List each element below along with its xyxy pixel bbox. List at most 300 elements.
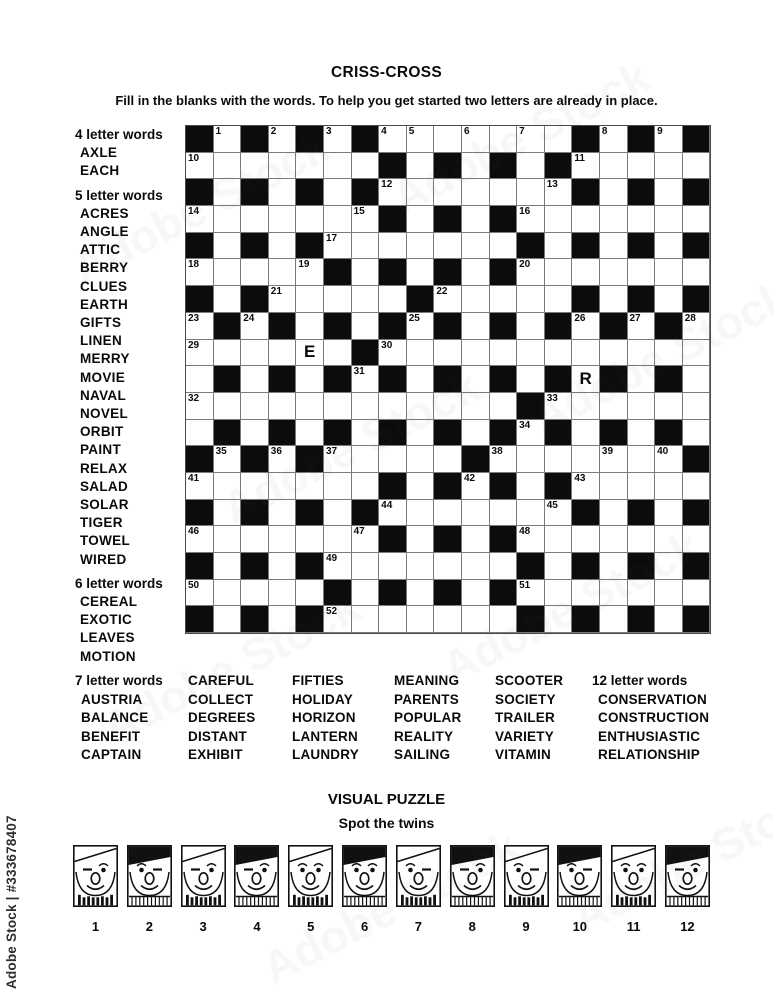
grid-cell[interactable]: [296, 206, 324, 233]
clown-face-12[interactable]: [665, 845, 710, 934]
grid-cell[interactable]: [462, 473, 490, 500]
grid-cell[interactable]: [490, 553, 518, 580]
grid-cell[interactable]: [572, 366, 600, 393]
grid-cell[interactable]: [462, 286, 490, 313]
grid-cell[interactable]: [352, 473, 380, 500]
grid-cell[interactable]: [434, 446, 462, 473]
grid-cell[interactable]: [434, 179, 462, 206]
grid-cell[interactable]: [269, 179, 297, 206]
grid-cell[interactable]: [600, 580, 628, 607]
grid-cell[interactable]: [462, 179, 490, 206]
grid-cell[interactable]: [655, 580, 683, 607]
grid-cell[interactable]: [296, 153, 324, 180]
grid-cell[interactable]: [407, 366, 435, 393]
grid-cell[interactable]: [545, 553, 573, 580]
grid-cell[interactable]: [600, 206, 628, 233]
clown-face-4[interactable]: [234, 845, 279, 934]
grid-cell[interactable]: [683, 259, 711, 286]
grid-cell[interactable]: [655, 606, 683, 633]
grid-cell[interactable]: [407, 500, 435, 527]
grid-cell[interactable]: [490, 446, 518, 473]
grid-cell[interactable]: [186, 153, 214, 180]
grid-cell[interactable]: [572, 313, 600, 340]
grid-cell[interactable]: [572, 473, 600, 500]
grid-cell[interactable]: [655, 340, 683, 367]
word-list-item: NOVEL: [80, 406, 129, 422]
grid-cell[interactable]: [517, 153, 545, 180]
grid-cell[interactable]: [490, 126, 518, 153]
grid-cell[interactable]: [407, 580, 435, 607]
grid-cell[interactable]: [352, 420, 380, 447]
grid-cell[interactable]: [269, 446, 297, 473]
grid-cell[interactable]: [628, 393, 656, 420]
face-number: 11: [626, 919, 641, 934]
grid-cell[interactable]: [296, 259, 324, 286]
grid-cell[interactable]: [600, 553, 628, 580]
grid-cell[interactable]: [600, 526, 628, 553]
grid-cell[interactable]: [545, 233, 573, 260]
grid-cell[interactable]: [655, 393, 683, 420]
word-list-item: COLLECT: [188, 691, 254, 707]
grid-cell[interactable]: [462, 259, 490, 286]
grid-cell[interactable]: [186, 340, 214, 367]
grid-cell[interactable]: [572, 206, 600, 233]
grid-cell[interactable]: [600, 179, 628, 206]
grid-cell[interactable]: [462, 606, 490, 633]
grid-cell[interactable]: [407, 259, 435, 286]
grid-cell[interactable]: [186, 206, 214, 233]
grid-cell[interactable]: [462, 500, 490, 527]
grid-cell[interactable]: [545, 179, 573, 206]
grid-cell-black: [296, 446, 324, 473]
grid-cell[interactable]: [269, 286, 297, 313]
grid-cell[interactable]: [214, 153, 242, 180]
grid-cell[interactable]: [407, 420, 435, 447]
grid-cell-black: [434, 420, 462, 447]
grid-cell[interactable]: [490, 233, 518, 260]
grid-cell[interactable]: [655, 500, 683, 527]
grid-cell[interactable]: [545, 206, 573, 233]
grid-cell[interactable]: [655, 259, 683, 286]
grid-cell[interactable]: [324, 473, 352, 500]
grid-cell-black: [462, 446, 490, 473]
word-list-item: CAREFUL: [188, 673, 254, 688]
grid-cell[interactable]: [407, 553, 435, 580]
grid-cell[interactable]: [517, 206, 545, 233]
grid-cell[interactable]: [214, 526, 242, 553]
grid-cell[interactable]: [269, 526, 297, 553]
grid-cell[interactable]: [683, 580, 711, 607]
grid-cell[interactable]: [214, 553, 242, 580]
grid-cell[interactable]: [572, 526, 600, 553]
grid-cell[interactable]: [241, 259, 269, 286]
grid-cell[interactable]: [186, 259, 214, 286]
grid-cell[interactable]: [379, 233, 407, 260]
grid-cell[interactable]: [214, 259, 242, 286]
cell-number: 31: [353, 366, 365, 378]
clown-face-2[interactable]: [127, 845, 172, 934]
grid-cell[interactable]: [655, 473, 683, 500]
grid-cell[interactable]: [269, 393, 297, 420]
grid-cell[interactable]: [407, 126, 435, 153]
grid-cell[interactable]: [407, 526, 435, 553]
grid-cell[interactable]: [407, 233, 435, 260]
grid-cell[interactable]: [214, 340, 242, 367]
grid-cell[interactable]: [352, 606, 380, 633]
grid-cell[interactable]: [628, 420, 656, 447]
clown-face-3[interactable]: [181, 845, 226, 934]
grid-cell[interactable]: [545, 340, 573, 367]
grid-cell[interactable]: [269, 553, 297, 580]
grid-cell[interactable]: [655, 206, 683, 233]
grid-cell[interactable]: [296, 313, 324, 340]
grid-cell[interactable]: [628, 446, 656, 473]
grid-cell[interactable]: [324, 286, 352, 313]
grid-cell[interactable]: [462, 340, 490, 367]
grid-cell[interactable]: [352, 366, 380, 393]
grid-cell[interactable]: [407, 179, 435, 206]
grid-cell[interactable]: [352, 206, 380, 233]
clown-face-9[interactable]: [504, 845, 549, 934]
grid-cell[interactable]: [214, 179, 242, 206]
grid-cell[interactable]: [600, 500, 628, 527]
grid-cell[interactable]: [296, 420, 324, 447]
grid-cell[interactable]: [600, 126, 628, 153]
grid-cell[interactable]: [628, 526, 656, 553]
grid-cell[interactable]: [683, 393, 711, 420]
grid-cell[interactable]: [379, 286, 407, 313]
clown-face-11[interactable]: [611, 845, 656, 934]
grid-cell[interactable]: [462, 153, 490, 180]
grid-cell[interactable]: [407, 313, 435, 340]
grid-cell[interactable]: [214, 206, 242, 233]
grid-cell[interactable]: [600, 233, 628, 260]
grid-cell[interactable]: [407, 446, 435, 473]
grid-cell[interactable]: [600, 259, 628, 286]
grid-cell[interactable]: [462, 526, 490, 553]
grid-cell[interactable]: [655, 446, 683, 473]
grid-cell[interactable]: [462, 126, 490, 153]
grid-cell-black: [517, 553, 545, 580]
grid-cell[interactable]: [628, 259, 656, 286]
word-list-item: BERRY: [80, 260, 129, 276]
grid-cell[interactable]: [434, 340, 462, 367]
grid-cell[interactable]: [269, 473, 297, 500]
grid-cell[interactable]: [241, 313, 269, 340]
grid-cell[interactable]: [214, 606, 242, 633]
grid-cell[interactable]: [324, 500, 352, 527]
grid-cell[interactable]: [186, 526, 214, 553]
grid-cell[interactable]: [434, 500, 462, 527]
grid-cell-black: [324, 259, 352, 286]
grid-cell[interactable]: [241, 473, 269, 500]
grid-cell[interactable]: [379, 553, 407, 580]
grid-cell[interactable]: [324, 340, 352, 367]
grid-cell[interactable]: [269, 259, 297, 286]
grid-cell[interactable]: [186, 420, 214, 447]
grid-cell[interactable]: [655, 179, 683, 206]
grid-cell[interactable]: [352, 313, 380, 340]
grid-cell[interactable]: [186, 366, 214, 393]
grid-cell[interactable]: [269, 206, 297, 233]
grid-cell[interactable]: [324, 526, 352, 553]
grid-cell[interactable]: [241, 153, 269, 180]
grid-cell[interactable]: [379, 126, 407, 153]
grid-cell[interactable]: [241, 340, 269, 367]
grid-cell[interactable]: [324, 553, 352, 580]
grid-cell[interactable]: [407, 473, 435, 500]
grid-cell[interactable]: [490, 500, 518, 527]
grid-cell[interactable]: [269, 500, 297, 527]
grid-cell[interactable]: [241, 420, 269, 447]
grid-cell[interactable]: [517, 179, 545, 206]
grid-cell[interactable]: [545, 606, 573, 633]
grid-cell[interactable]: [379, 179, 407, 206]
grid-cell[interactable]: [572, 340, 600, 367]
grid-cell[interactable]: [324, 206, 352, 233]
grid-cell[interactable]: [379, 606, 407, 633]
grid-cell[interactable]: [517, 526, 545, 553]
cell-number: 46: [188, 526, 200, 538]
word-list-item: ANGLE: [80, 224, 129, 240]
grid-cell[interactable]: [379, 393, 407, 420]
grid-cell-black: [683, 126, 711, 153]
grid-cell[interactable]: [517, 313, 545, 340]
grid-cell[interactable]: [545, 526, 573, 553]
grid-cell[interactable]: [572, 580, 600, 607]
grid-cell[interactable]: [296, 473, 324, 500]
grid-cell[interactable]: [379, 500, 407, 527]
grid-cell[interactable]: [269, 580, 297, 607]
grid-cell[interactable]: [600, 606, 628, 633]
grid-cell[interactable]: [628, 366, 656, 393]
grid-cell[interactable]: [214, 500, 242, 527]
grid-cell[interactable]: [186, 580, 214, 607]
grid-cell[interactable]: [407, 153, 435, 180]
grid-cell[interactable]: [545, 259, 573, 286]
grid-cell[interactable]: [545, 126, 573, 153]
word-list-item: NAVAL: [80, 387, 126, 403]
grid-cell[interactable]: [352, 153, 380, 180]
grid-cell[interactable]: [434, 126, 462, 153]
grid-cell[interactable]: [517, 580, 545, 607]
grid-cell[interactable]: [517, 259, 545, 286]
grid-cell[interactable]: [214, 393, 242, 420]
word-list-item: CONSTRUCTION: [598, 710, 710, 726]
grid-cell[interactable]: [545, 286, 573, 313]
grid-cell-black: [324, 420, 352, 447]
cell-number: 40: [657, 446, 669, 458]
grid-cell[interactable]: [628, 206, 656, 233]
grid-cell[interactable]: [462, 393, 490, 420]
grid-cell[interactable]: [434, 606, 462, 633]
grid-cell[interactable]: [324, 606, 352, 633]
grid-cell[interactable]: [517, 286, 545, 313]
grid-cell[interactable]: [352, 526, 380, 553]
grid-cell[interactable]: [517, 340, 545, 367]
grid-cell[interactable]: [352, 553, 380, 580]
grid-cell[interactable]: [296, 286, 324, 313]
bottom-word-column: [286, 672, 396, 765]
grid-cell[interactable]: [214, 446, 242, 473]
grid-cell[interactable]: [572, 153, 600, 180]
grid-cell[interactable]: [683, 206, 711, 233]
grid-cell[interactable]: [324, 233, 352, 260]
grid-cell[interactable]: [600, 393, 628, 420]
clown-face-1[interactable]: [73, 845, 118, 934]
grid-cell[interactable]: [572, 393, 600, 420]
grid-cell[interactable]: [628, 340, 656, 367]
grid-cell[interactable]: [296, 366, 324, 393]
grid-cell[interactable]: [462, 420, 490, 447]
grid-cell[interactable]: [434, 233, 462, 260]
grid-cell[interactable]: [655, 526, 683, 553]
grid-cell[interactable]: [241, 206, 269, 233]
grid-cell[interactable]: [462, 233, 490, 260]
word-list-item: POPULAR: [394, 710, 462, 726]
grid-cell-black: [572, 233, 600, 260]
grid-cell[interactable]: [324, 153, 352, 180]
grid-cell[interactable]: [352, 286, 380, 313]
grid-cell[interactable]: [600, 340, 628, 367]
word-list-item: SOCIETY: [495, 691, 556, 707]
grid-cell[interactable]: [241, 580, 269, 607]
grid-cell[interactable]: [545, 393, 573, 420]
grid-cell[interactable]: [683, 473, 711, 500]
grid-cell[interactable]: [545, 580, 573, 607]
grid-cell[interactable]: [269, 340, 297, 367]
grid-cell[interactable]: [269, 126, 297, 153]
grid-cell[interactable]: [600, 286, 628, 313]
grid-cell[interactable]: [214, 580, 242, 607]
grid-cell[interactable]: [186, 313, 214, 340]
grid-cell[interactable]: [241, 366, 269, 393]
grid-cell[interactable]: [269, 153, 297, 180]
grid-cell[interactable]: [683, 366, 711, 393]
grid-cell[interactable]: [352, 446, 380, 473]
grid-cell[interactable]: [628, 580, 656, 607]
clown-face-7[interactable]: [396, 845, 441, 934]
grid-cell[interactable]: [683, 153, 711, 180]
grid-cell[interactable]: [628, 153, 656, 180]
grid-cell[interactable]: [296, 580, 324, 607]
grid-cell-black: [490, 313, 518, 340]
grid-cell[interactable]: [296, 340, 324, 367]
grid-cell[interactable]: [517, 366, 545, 393]
grid-cell[interactable]: [269, 233, 297, 260]
grid-cell[interactable]: [655, 153, 683, 180]
grid-cell[interactable]: [379, 446, 407, 473]
grid-cell[interactable]: [269, 606, 297, 633]
cell-number: 20: [519, 259, 531, 271]
grid-cell[interactable]: [600, 446, 628, 473]
grid-cell[interactable]: [407, 393, 435, 420]
grid-cell[interactable]: [490, 179, 518, 206]
clown-face-8[interactable]: [450, 845, 495, 934]
grid-cell[interactable]: [683, 340, 711, 367]
word-list-header: 5 letter words: [75, 187, 163, 203]
grid-cell-black: [683, 286, 711, 313]
grid-cell[interactable]: [517, 420, 545, 447]
grid-cell[interactable]: [517, 473, 545, 500]
grid-cell[interactable]: [352, 580, 380, 607]
grid-cell[interactable]: [572, 259, 600, 286]
grid-cell[interactable]: [214, 286, 242, 313]
word-list-item: SCOOTER: [495, 673, 564, 688]
grid-cell[interactable]: [462, 553, 490, 580]
grid-cell[interactable]: [683, 313, 711, 340]
grid-cell[interactable]: [241, 393, 269, 420]
grid-cell[interactable]: [352, 233, 380, 260]
grid-cell[interactable]: [628, 313, 656, 340]
grid-cell[interactable]: [545, 500, 573, 527]
grid-cell[interactable]: [490, 606, 518, 633]
grid-cell[interactable]: [324, 179, 352, 206]
grid-cell[interactable]: [352, 393, 380, 420]
grid-cell[interactable]: [655, 553, 683, 580]
grid-cell[interactable]: [186, 473, 214, 500]
grid-cell[interactable]: [600, 473, 628, 500]
grid-cell[interactable]: [324, 446, 352, 473]
grid-cell[interactable]: [214, 233, 242, 260]
grid-cell-black: [683, 179, 711, 206]
grid-cell[interactable]: [324, 393, 352, 420]
grid-cell[interactable]: [379, 340, 407, 367]
cell-number: 1: [215, 126, 222, 137]
word-list-item: AXLE: [80, 145, 118, 161]
clown-face-5[interactable]: [288, 845, 333, 934]
grid-cell[interactable]: [462, 580, 490, 607]
grid-cell[interactable]: [434, 286, 462, 313]
grid-cell[interactable]: [490, 286, 518, 313]
grid-cell[interactable]: [517, 126, 545, 153]
grid-cell[interactable]: [434, 393, 462, 420]
grid-cell[interactable]: [490, 340, 518, 367]
clown-face-6[interactable]: [342, 845, 387, 934]
grid-cell[interactable]: [572, 446, 600, 473]
grid-cell[interactable]: [324, 126, 352, 153]
grid-cell[interactable]: [655, 286, 683, 313]
grid-cell[interactable]: [683, 526, 711, 553]
clown-face-10[interactable]: [557, 845, 602, 934]
grid-cell[interactable]: [572, 420, 600, 447]
grid-cell[interactable]: [407, 606, 435, 633]
grid-cell[interactable]: [655, 233, 683, 260]
grid-cell[interactable]: [296, 526, 324, 553]
grid-cell[interactable]: [490, 393, 518, 420]
grid-cell[interactable]: [683, 420, 711, 447]
grid-cell[interactable]: [517, 446, 545, 473]
grid-cell[interactable]: [214, 126, 242, 153]
grid-cell[interactable]: [296, 393, 324, 420]
grid-cell[interactable]: [462, 206, 490, 233]
grid-cell[interactable]: [186, 393, 214, 420]
grid-cell[interactable]: [214, 473, 242, 500]
word-list-item: MOVIE: [80, 369, 126, 385]
grid-cell[interactable]: [462, 366, 490, 393]
grid-cell[interactable]: [545, 446, 573, 473]
grid-cell[interactable]: [655, 126, 683, 153]
grid-cell[interactable]: [517, 500, 545, 527]
grid-cell[interactable]: [462, 313, 490, 340]
grid-cell[interactable]: [352, 259, 380, 286]
grid-cell[interactable]: [600, 153, 628, 180]
grid-cell[interactable]: [628, 473, 656, 500]
grid-cell[interactable]: [407, 340, 435, 367]
grid-cell[interactable]: [241, 526, 269, 553]
grid-cell[interactable]: [434, 553, 462, 580]
grid-cell[interactable]: [407, 206, 435, 233]
